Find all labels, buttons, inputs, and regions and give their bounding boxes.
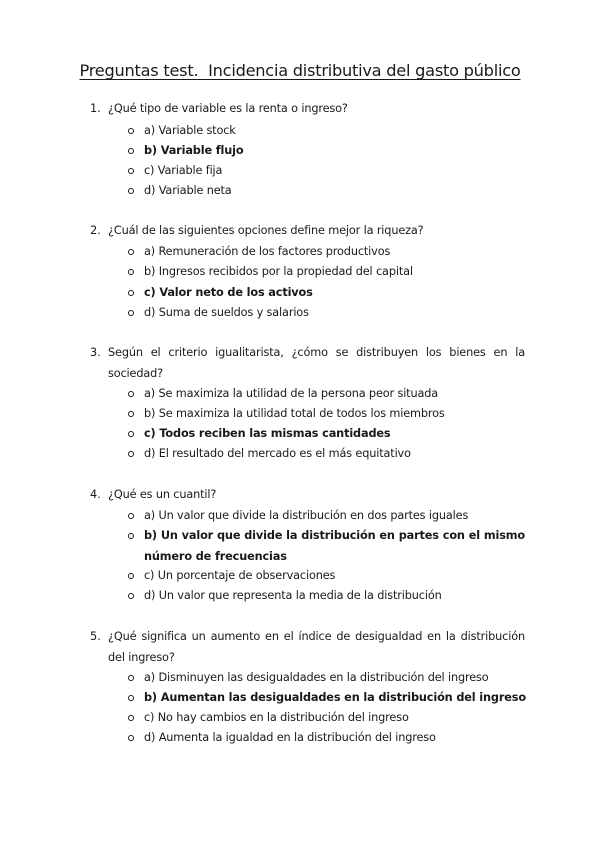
hollow-circle-bullet-icon — [128, 593, 134, 599]
hollow-circle-bullet-icon — [128, 269, 134, 275]
hollow-circle-bullet-icon — [128, 715, 134, 721]
option-text: c) Un porcentaje de observaciones — [144, 569, 336, 582]
option-text: b) Se maximiza la utilidad total de todos los miembros — [144, 407, 445, 420]
question-text: Según el criterio igualitarista, ¿cómo se distribuyen los bienes en la sociedad? — [108, 346, 525, 380]
question-text: ¿Qué significa un aumento en el índice de desigualdad en la distribución del ingreso? — [108, 630, 525, 664]
option-text: a) Variable stock — [144, 124, 236, 137]
option-text: d) Variable neta — [144, 184, 232, 197]
hollow-circle-bullet-icon — [128, 188, 134, 194]
question-number: 1. — [90, 102, 101, 115]
hollow-circle-bullet-icon — [128, 148, 134, 154]
hollow-circle-bullet-icon — [128, 431, 134, 437]
hollow-circle-bullet-icon — [128, 411, 134, 417]
option-text: a) Un valor que divide la distribución en dos partes iguales — [144, 509, 469, 522]
hollow-circle-bullet-icon — [128, 675, 134, 681]
option-text: a) Disminuyen las desigualdades en la distribución del ingreso — [144, 671, 489, 684]
question-number: 2. — [90, 224, 101, 237]
option-text: b) Un valor que divide la distribución en partes con el mismo número de frecuencias — [144, 529, 525, 563]
option-text: b) Aumentan las desigualdades en la distribución del ingreso — [144, 691, 526, 704]
question-number: 3. — [90, 346, 101, 359]
option-text: d) Un valor que representa la media de la distribución — [144, 589, 442, 602]
hollow-circle-bullet-icon — [128, 249, 134, 255]
option-text: a) Remuneración de los factores productivos — [144, 245, 391, 258]
question-text: ¿Qué es un cuantil? — [108, 488, 217, 501]
option-text: b) Ingresos recibidos por la propiedad del capital — [144, 265, 413, 278]
hollow-circle-bullet-icon — [128, 695, 134, 701]
hollow-circle-bullet-icon — [128, 310, 134, 316]
hollow-circle-bullet-icon — [128, 573, 134, 579]
question-number: 4. — [90, 488, 101, 501]
option-text: c) Valor neto de los activos — [144, 286, 313, 299]
option-text: c) Todos reciben las mismas cantidades — [144, 427, 391, 440]
page-title: Preguntas test. Incidencia distributiva del gasto público — [79, 61, 521, 80]
option-text: a) Se maximiza la utilidad de la persona peor situada — [144, 387, 439, 400]
option-text: c) Variable fija — [144, 164, 223, 177]
question-number: 5. — [90, 630, 101, 643]
question-text: ¿Qué tipo de variable es la renta o ingreso? — [108, 102, 348, 115]
option-text: c) No hay cambios en la distribución del ingreso — [144, 711, 409, 724]
hollow-circle-bullet-icon — [128, 513, 134, 519]
option-text: b) Variable flujo — [144, 144, 244, 157]
hollow-circle-bullet-icon — [128, 533, 134, 539]
option-text: d) El resultado del mercado es el más equitativo — [144, 447, 411, 460]
hollow-circle-bullet-icon — [128, 391, 134, 397]
hollow-circle-bullet-icon — [128, 735, 134, 741]
hollow-circle-bullet-icon — [128, 128, 134, 134]
option-text: d) Suma de sueldos y salarios — [144, 306, 309, 319]
hollow-circle-bullet-icon — [128, 168, 134, 174]
option-text: d) Aumenta la igualdad en la distribución del ingreso — [144, 731, 436, 744]
hollow-circle-bullet-icon — [128, 290, 134, 296]
hollow-circle-bullet-icon — [128, 451, 134, 457]
question-text: ¿Cuál de las siguientes opciones define mejor la riqueza? — [108, 224, 424, 237]
